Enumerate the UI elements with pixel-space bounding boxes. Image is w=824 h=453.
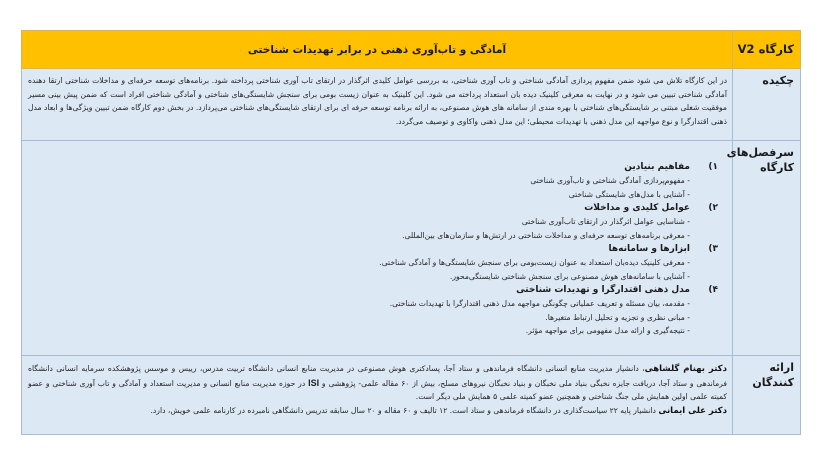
abstract-text: در این کارگاه تلاش می شود ضمن مفهوم پردازی آمادگی شناختی و تاب آوری شناختی، به بررسی عوامل کلیدی اثرگذار در ارتقای تاب آوری شناختی پرداخته شود. برنامه‌های توسعه حرفه‌ای و مداخلات شناختی ارتقا دهنده آمادگی شناختی تبیین می شود و در نهایت به معرفی کلینیک دیده بان استعداد پرداخته می شود. این کلینیک به عنوان زیست بومی برای سنجش شایستگی‌های شناختی و آمادگی شناختی افراد است که ضمن پیش بینی مسیر موفقیت شغلی مبتنی بر شایستگی‌های شناختی با بهره مندی از سامانه های هوش مصنوعی، به ارائه برنامه توسعه حرفه ای برای ارتقای شایستگی‌های شناختی می‌پردازد. در بخش دوم کارگاه ضمن تبیین ویژگی‌ها و ابعاد مدل ذهنی اقتدارگرا و نوع مواجهه این مدل ذهنی با تهدیدات محیطی؛ این مدل ذهنی واکاوی و توصیف می‌گردد. <box>28 76 727 126</box>
topics-label-cell <box>726 141 801 356</box>
abstract-content-cell <box>22 69 733 141</box>
topic-heading <box>28 160 718 174</box>
topic-subitem: - معرفی کلینیک دیده‌بان استعداد به عنوان زیست‌بومی برای سنجش شایستگی‌ها و آمادگی شناختی. <box>379 258 690 267</box>
topic-subitem: - مفهوم‌پردازی آمادگی شناختی و تاب‌آوری شناختی <box>530 176 690 185</box>
topic-heading <box>28 201 718 215</box>
topic-title: مدل ذهنی اقتدارگرا و تهدیدات شناختی <box>516 285 690 295</box>
topic-number: ۴) <box>708 285 718 295</box>
topic-subitem: - معرفی برنامه‌های توسعه حرفه‌ای و مداخلات شناختی در ارتش‌ها و سازمان‌های بین‌المللی. <box>402 230 690 240</box>
workshop-title: آمادگی و تاب‌آوری ذهنی در برابر تهدیدات شناختی <box>247 43 507 56</box>
presenter-2 <box>28 404 727 419</box>
workshop-table <box>21 30 801 435</box>
topic-subitem: - نتیجه‌گیری و ارائه مدل مفهومی برای مواجهه مؤثر. <box>525 326 690 335</box>
workshop-label-cell <box>733 31 801 69</box>
header-row <box>22 31 801 69</box>
presenter-1-isi: ISI <box>308 377 320 388</box>
topics-list <box>22 141 732 355</box>
topic-item <box>28 283 726 338</box>
presenter-1-name: دکتر بهنام گلشاهی <box>644 364 727 374</box>
topic-title: عوامل کلیدی و مداخلات <box>584 203 690 213</box>
topic-subitem: - آشنایی با سامانه‌های هوش مصنوعی برای سنجش شناختی شایستگی‌محور. <box>449 271 690 281</box>
topics-row <box>22 141 801 356</box>
abstract-label-cell <box>733 69 801 141</box>
topic-subitem: - مقدمه، بیان مسئله و تعریف عملیاتی چگونگی مواجهه مدل ذهنی اقتدارگرا با تهدیدات شناختی. <box>389 299 690 308</box>
topic-subitem: - شناسایی عوامل اثرگذار در ارتقای تاب‌آوری شناختی <box>521 217 690 226</box>
presenters-content-cell <box>22 356 733 435</box>
presenter-1-bio-b: در حوزه مدیریت منابع انسانی و مدیریت استعداد و آمادگی و تاب آوری شناختی و عضو کمیته علمی اولین همایش ملی جنگ شناختی و همچنین عضو کمیته علمی ۵ همایش ملی دیگر است. <box>28 378 727 401</box>
presenters-text <box>22 356 732 434</box>
workshop-label: کارگاه V2 <box>737 42 794 56</box>
presenter-1-bio-a: ، دانشیار مدیریت منابع انسانی دانشگاه فرماندهی و ستاد آجا، پسادکتری هوش مصنوعی در مدیریت منابع انسانی دانشگاه تربیت مدرس، رییس و موسس پژوهشکده سرمایه انسانی دانشگاه فرماندهی و ستاد آجا، دریافت جایزه نخبگی بنیاد ملی نخبگان و بنیاد نخبگان نیروهای مسلح، بیش از ۶۰ مقاله علمی- پژوهشی و <box>28 364 727 388</box>
workshop-title-cell <box>22 31 733 69</box>
abstract-row <box>22 69 801 141</box>
topic-heading <box>28 242 718 256</box>
topic-number: ۲) <box>708 203 718 213</box>
presenters-row <box>22 356 801 435</box>
topic-item <box>28 242 726 283</box>
topics-label-line1: سرفصل‌های <box>726 146 794 159</box>
topics-label-line2: کارگاه <box>760 161 794 174</box>
topic-number: ۳) <box>708 244 718 254</box>
topic-title: ابزارها و سامانه‌ها <box>608 244 690 254</box>
presenter-2-name: دکتر علی ایمانی <box>658 405 727 416</box>
presenters-label-cell <box>733 356 801 435</box>
presenter-1 <box>28 362 727 404</box>
topics-label <box>726 141 800 175</box>
presenter-2-bio: دانشیار پایه ۲۲ سیاست‌گذاری در دانشگاه فرماندهی و ستاد است. ۱۲ تالیف و ۶۰ مقاله و ۲۰ سال سابقه تدریس دانشگاهی نامبرده در کارنامه علمی خویش، دارد. <box>150 405 659 415</box>
presenters-label: ارائه کنندگان <box>752 361 794 389</box>
topic-title: مفاهیم بنیادین <box>624 162 690 172</box>
topic-item <box>28 201 726 242</box>
topic-item <box>28 160 726 201</box>
topic-number: ۱) <box>708 162 718 172</box>
abstract-label: چکیده <box>762 74 794 87</box>
topic-subitem: - مبانی نظری و تجزیه و تحلیل ارتباط متغیرها. <box>545 312 690 322</box>
topics-content-cell <box>22 141 733 356</box>
topic-heading <box>28 283 718 297</box>
topic-subitem: - آشنایی با مدل‌های شایستگی شناختی <box>568 189 690 199</box>
